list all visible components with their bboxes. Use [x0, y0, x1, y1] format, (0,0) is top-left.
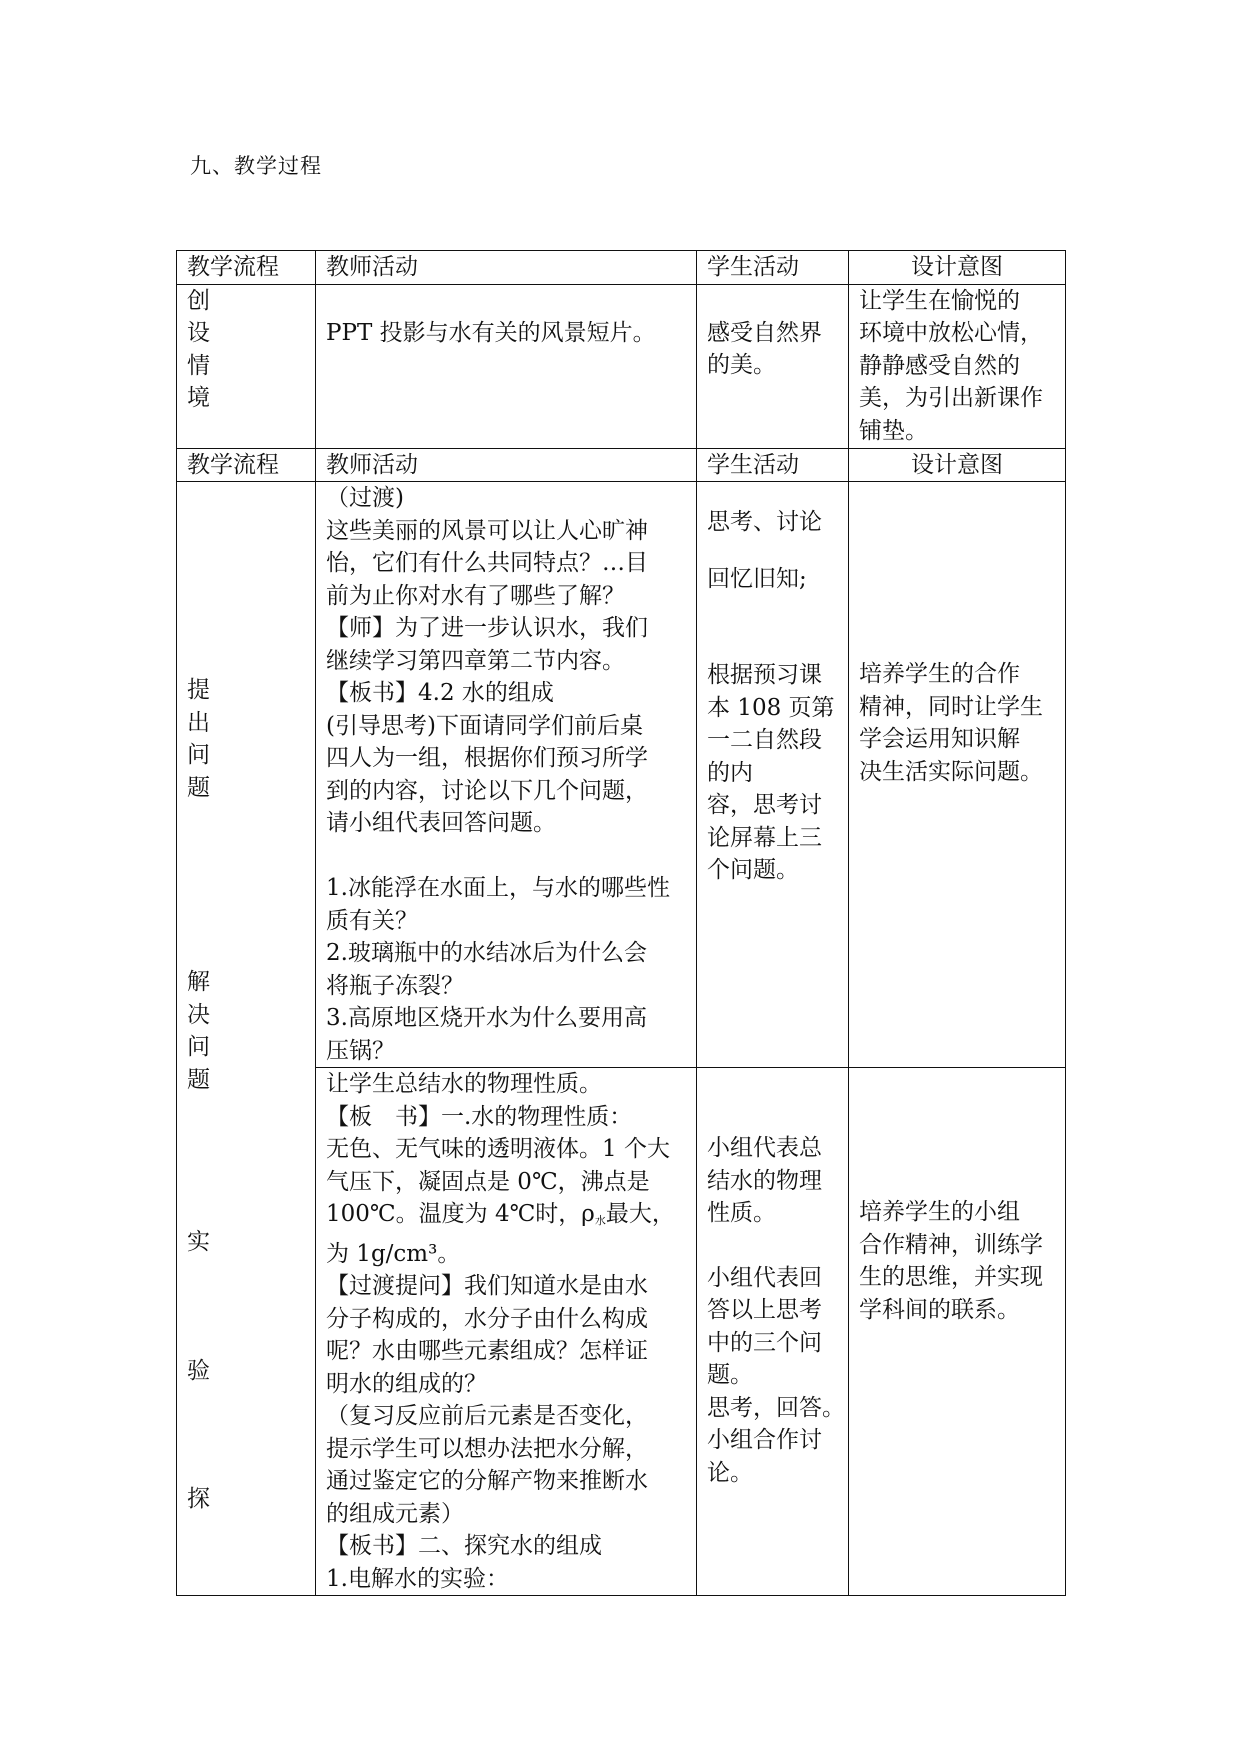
table-row-raise-problem	[177, 482, 1066, 1068]
table-header-row	[177, 251, 1066, 285]
header-student-repeat: 学生活动	[697, 448, 849, 482]
header-student: 学生活动	[697, 251, 849, 285]
header-teacher: 教师活动	[316, 251, 697, 285]
header-teacher-repeat: 教师活动	[316, 448, 697, 482]
header-intent: 设计意图	[849, 251, 1066, 285]
student-activity-4: 小组代表总 结水的物理 性质。 小组代表回 答以上思考 中的三个问 题。 思考，回答。 小组合作讨 论。	[697, 1068, 849, 1596]
section-heading: 九、教学过程	[190, 154, 322, 178]
table-header-row-repeat	[177, 448, 1066, 482]
stage-raise-solve-experiment: 提 出 问 题 解 决 问 题 实 验 探	[177, 482, 316, 1596]
teacher-activity-3: （过渡) 这些美丽的风景可以让人心旷神 怡，它们有什么共同特点？…目 前为止你对水有了哪些了解？ 【师】为了进一步认识水，我们 继续学习第四章第二节内容。 【板书】4.2 水的组成 (引导思考)下面请同学们前后桌 四人为一组，根据你们预习所学 到的内容，讨论以下几个问题， 请小组代表回答问题。 1.冰能浮在水面上，与水的哪些性 质有关？ 2.玻璃瓶中的水结冰后为什么会 将瓶子冻裂？ 3.高原地区烧开水为什么要用高 压锅？	[316, 482, 697, 1068]
teacher-activity-1: PPT 投影与水有关的风景短片。	[316, 284, 697, 448]
header-stage: 教学流程	[177, 251, 316, 285]
design-intent-4: 培养学生的小组 合作精神，训练学 生的思维，并实现 学科间的联系。	[849, 1068, 1066, 1596]
design-intent-3: 培养学生的合作 精神，同时让学生 学会运用知识解 决生活实际问题。	[849, 482, 1066, 1068]
student-activity-1: 感受自然界 的美。	[697, 284, 849, 448]
teacher-activity-4: 让学生总结水的物理性质。 【板 书】一.水的物理性质： 无色、无气味的透明液体。1 个大 气压下，凝固点是 0℃，沸点是 100℃。温度为 4℃时，$\rho_水$最大， 为 1g/cm³。 【过渡提问】我们知道水是由水 分子构成的，水分子由什么构成 呢？水由哪些元素组成？怎样证 明水的组成的？ （复习反应前后元素是否变化， 提示学生可以想办法把水分解， 通过鉴定它的分解产物来推断水 的组成元素） 【板书】二、探究水的组成 1.电解水的实验：	[316, 1068, 697, 1596]
table-row-create-situation	[177, 284, 1066, 448]
stage-create-situation: 创 设 情 境	[177, 284, 316, 448]
design-intent-1: 让学生在愉悦的 环境中放松心情， 静静感受自然的 美，为引出新课作 铺垫。	[849, 284, 1066, 448]
student-activity-3: 思考、讨论 回忆旧知; 根据预习课 本 108 页第 一二自然段 的内 容，思考讨 论屏幕上三 个问题。	[697, 482, 849, 1068]
header-stage-repeat: 教学流程	[177, 448, 316, 482]
density-line: 100℃。温度为 4℃时，$\rho_水$最大，	[326, 1201, 675, 1227]
teaching-process-table	[176, 250, 1066, 1596]
header-intent-repeat: 设计意图	[849, 448, 1066, 482]
